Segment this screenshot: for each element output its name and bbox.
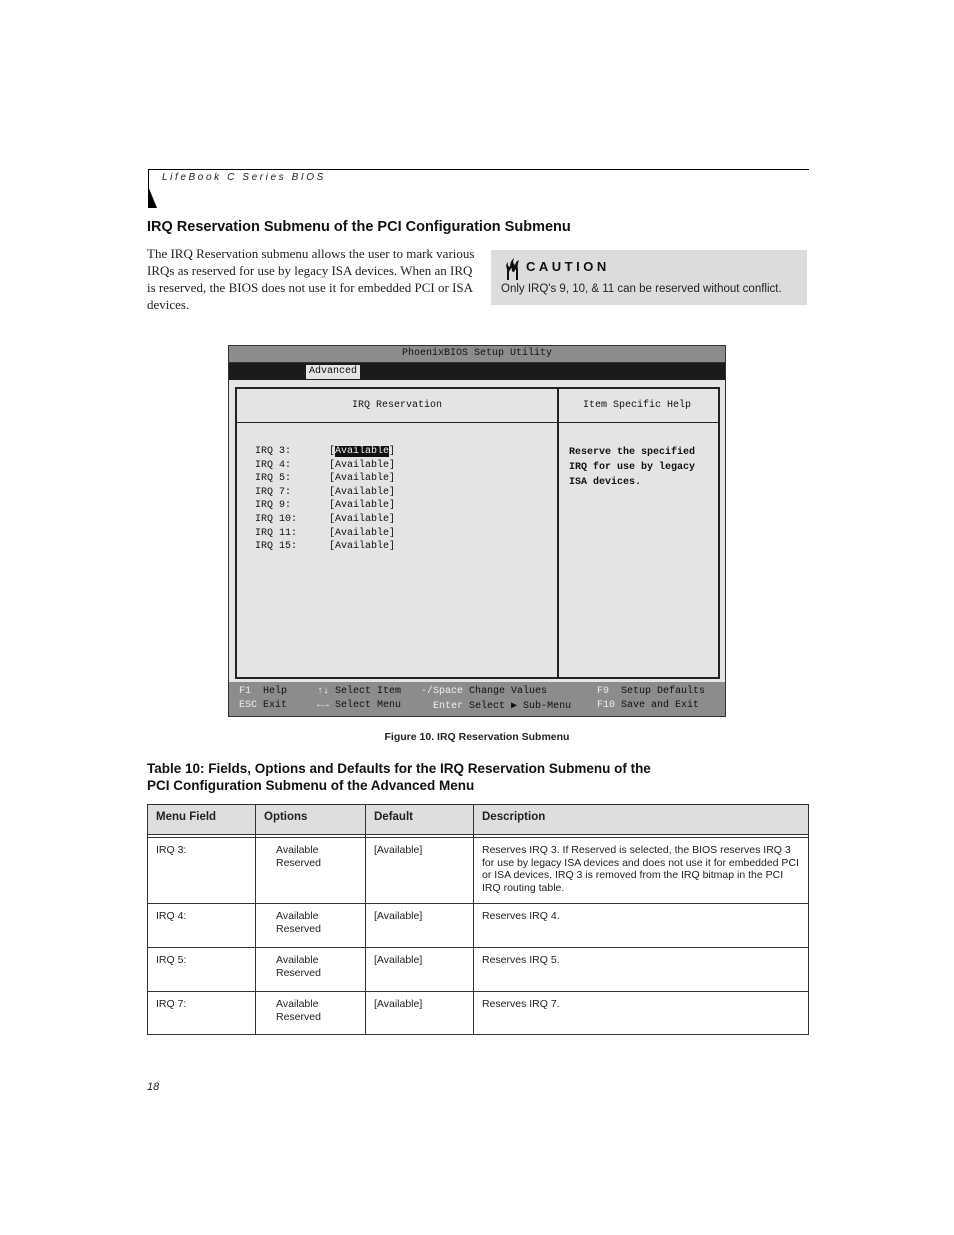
irq-row-4[interactable]	[255, 459, 396, 473]
header-rule	[148, 169, 809, 170]
irq-label: IRQ 10:	[255, 513, 298, 525]
caution-text: Only IRQ's 9, 10, & 11 can be reserved without conflict.	[501, 283, 782, 295]
table-header-cell: Default	[366, 805, 474, 835]
irq-value[interactable]: [Available]	[329, 459, 396, 471]
options-cell: Available Reserved	[256, 992, 366, 1035]
table-row	[148, 948, 809, 992]
key-leftright: ←→ Select Menu	[317, 700, 402, 711]
irq-value[interactable]: [Available]	[329, 473, 396, 485]
options-cell: Available Reserved	[256, 838, 366, 904]
irq-value[interactable]: [Available]	[329, 513, 396, 525]
bios-help-pane	[556, 387, 720, 679]
irq-label: IRQ 11:	[255, 527, 298, 539]
irq-value-selected[interactable]: Available	[335, 446, 390, 457]
caution-hand-icon	[502, 255, 522, 281]
irq-label: IRQ 9:	[255, 500, 292, 512]
description-cell: Reserves IRQ 5.	[474, 948, 809, 992]
running-header-title: LifeBook C Series BIOS	[162, 172, 326, 183]
irq-row-11[interactable]	[255, 527, 396, 541]
options-cell: Available Reserved	[256, 904, 366, 948]
table-row	[148, 904, 809, 948]
tab-advanced[interactable]: Advanced	[306, 365, 360, 379]
field-cell: IRQ 3:	[148, 838, 256, 904]
irq-row-5[interactable]	[255, 472, 396, 486]
irq-label: IRQ 3:	[255, 446, 292, 457]
irq-label: IRQ 5:	[255, 473, 292, 485]
key-esc: ESC Exit	[239, 700, 288, 711]
field-cell: IRQ 7:	[148, 992, 256, 1035]
irq-list	[255, 445, 396, 554]
options-table	[147, 804, 809, 1035]
options-cell: Available Reserved	[256, 948, 366, 992]
help-text: Reserve the specified IRQ for use by legacy ISA devices.	[569, 447, 696, 488]
field-cell: IRQ 4:	[148, 904, 256, 948]
irq-label: IRQ 4:	[255, 459, 292, 471]
bios-main-pane	[235, 387, 559, 679]
bios-menu-bar	[229, 363, 725, 380]
bios-screen	[228, 345, 726, 717]
irq-value[interactable]: [Available]	[329, 446, 396, 457]
irq-value[interactable]: [Available]	[329, 500, 396, 512]
field-cell: IRQ 5:	[148, 948, 256, 992]
irq-row-15[interactable]	[255, 540, 396, 554]
bios-key-legend	[229, 682, 725, 716]
default-cell: [Available]	[366, 838, 474, 904]
default-cell: [Available]	[366, 904, 474, 948]
caution-title: CAUTION	[526, 259, 610, 274]
key-updown: ↑↓ Select Item	[317, 686, 402, 697]
caution-box	[491, 250, 807, 305]
irq-label: IRQ 7:	[255, 486, 292, 498]
irq-row-3[interactable]	[255, 445, 396, 459]
figure-caption: Figure 10. IRQ Reservation Submenu	[384, 731, 570, 743]
table-title: Table 10: Fields, Options and Defaults for the IRQ Reservation Submenu of the PCI Configuration Submenu of the Advanced Menu	[147, 761, 651, 793]
key-space: -/Space Change Values	[421, 686, 548, 697]
default-cell: [Available]	[366, 948, 474, 992]
irq-label: IRQ 15:	[255, 541, 298, 553]
section-title: IRQ Reservation Submenu of the PCI Configuration Submenu	[147, 219, 571, 235]
irq-value[interactable]: [Available]	[329, 486, 396, 498]
main-pane-header: IRQ Reservation	[237, 389, 557, 423]
default-cell: [Available]	[366, 992, 474, 1035]
key-f1: F1 Help	[239, 686, 288, 697]
description-cell: Reserves IRQ 7.	[474, 992, 809, 1035]
table-row	[148, 992, 809, 1035]
page-number: 18	[147, 1081, 160, 1093]
table-header-cell: Menu Field	[148, 805, 256, 835]
bios-title-bar	[229, 346, 725, 363]
help-pane-header: Item Specific Help	[556, 389, 718, 423]
table-header-cell: Description	[474, 805, 809, 835]
header-corner-mark	[148, 186, 157, 208]
irq-row-10[interactable]	[255, 513, 396, 527]
description-cell: Reserves IRQ 4.	[474, 904, 809, 948]
key-enter: Enter Select ▶ Sub-Menu	[433, 701, 572, 712]
key-f10: F10 Save and Exit	[597, 700, 700, 711]
table-header-cell: Options	[256, 805, 366, 835]
intro-paragraph: The IRQ Reservation submenu allows the user to mark various IRQs as reserved for use by legacy ISA devices. When an IRQ is reserved, the BIOS does not use it for embedded PCI or ISA devices.	[147, 246, 475, 312]
description-cell: Reserves IRQ 3. If Reserved is selected, the BIOS reserves IRQ 3 for use by legacy ISA devices and does not use it for embedded PCI or ISA devices. IRQ 3 is removed from the IRQ bitmap in the PCI IRQ routing table.	[474, 838, 809, 904]
irq-row-7[interactable]	[255, 486, 396, 500]
bios-title: PhoenixBIOS Setup Utility	[401, 348, 553, 359]
irq-value[interactable]: [Available]	[329, 541, 396, 553]
table-row	[148, 838, 809, 904]
key-f9: F9 Setup Defaults	[597, 686, 706, 697]
table-header-row	[148, 805, 809, 835]
irq-value[interactable]: [Available]	[329, 527, 396, 539]
irq-row-9[interactable]	[255, 499, 396, 513]
